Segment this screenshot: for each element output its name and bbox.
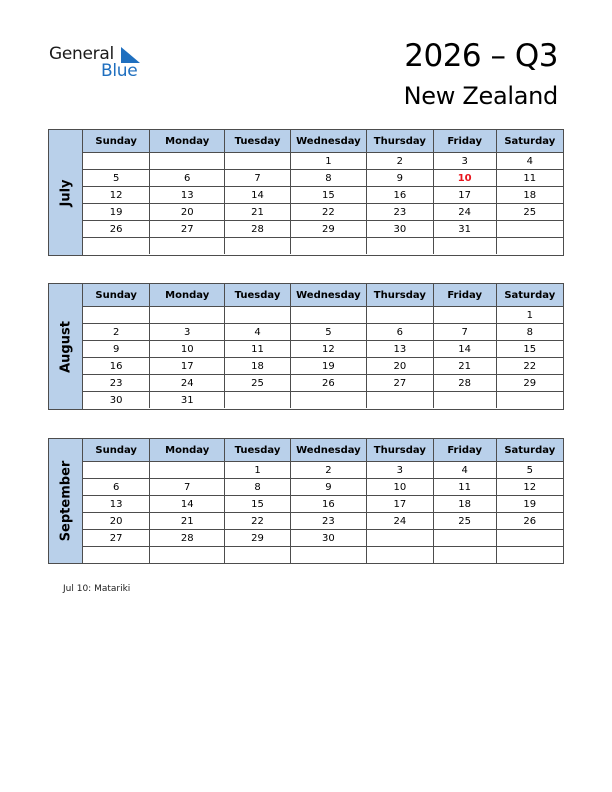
week-row — [83, 204, 563, 221]
empty-day-cell — [83, 307, 150, 324]
day-cell: 23 — [366, 204, 433, 221]
week-row — [83, 530, 563, 547]
week-row — [83, 513, 563, 530]
empty-day-cell — [496, 221, 563, 238]
month-calendar-september — [48, 438, 564, 564]
day-cell: 21 — [225, 204, 291, 221]
empty-day-cell — [150, 238, 225, 255]
empty-day-cell — [225, 547, 291, 564]
month-label-bar — [49, 439, 83, 563]
day-cell: 14 — [150, 496, 225, 513]
week-row — [83, 153, 563, 170]
day-cell: 1 — [290, 153, 366, 170]
calendar-grid — [83, 439, 563, 563]
page-subtitle: New Zealand — [403, 82, 558, 110]
week-row — [83, 479, 563, 496]
day-cell: 19 — [290, 358, 366, 375]
month-calendar-july — [48, 129, 564, 256]
day-cell: 12 — [496, 479, 563, 496]
weekday-header: Sunday — [83, 439, 150, 462]
empty-day-cell — [366, 307, 433, 324]
weekday-header: Tuesday — [225, 130, 291, 153]
week-row — [83, 496, 563, 513]
day-cell: 17 — [366, 496, 433, 513]
holiday-day-cell: 10 — [433, 170, 496, 187]
day-cell: 16 — [83, 358, 150, 375]
day-cell: 28 — [433, 375, 496, 392]
day-cell: 2 — [290, 462, 366, 479]
calendar-grid — [83, 284, 563, 408]
weekday-header: Friday — [433, 439, 496, 462]
empty-day-cell — [225, 392, 291, 409]
day-cell: 31 — [150, 392, 225, 409]
weekday-header: Friday — [433, 130, 496, 153]
day-cell: 7 — [225, 170, 291, 187]
day-cell: 24 — [150, 375, 225, 392]
empty-day-cell — [290, 392, 366, 409]
empty-day-cell — [225, 238, 291, 255]
weekday-header: Wednesday — [290, 130, 366, 153]
weekday-header: Sunday — [83, 284, 150, 307]
empty-day-cell — [83, 462, 150, 479]
empty-day-cell — [150, 547, 225, 564]
day-cell: 3 — [150, 324, 225, 341]
empty-day-cell — [290, 307, 366, 324]
logo-text-general: General — [49, 44, 114, 64]
weekday-header: Saturday — [496, 439, 563, 462]
empty-day-cell — [290, 238, 366, 255]
day-cell: 16 — [290, 496, 366, 513]
day-cell: 16 — [366, 187, 433, 204]
day-cell: 6 — [150, 170, 225, 187]
weekday-header: Wednesday — [290, 439, 366, 462]
day-cell: 20 — [150, 204, 225, 221]
month-name: July — [58, 178, 73, 207]
day-cell: 7 — [433, 324, 496, 341]
day-cell: 11 — [433, 479, 496, 496]
day-cell: 26 — [83, 221, 150, 238]
weekday-header: Sunday — [83, 130, 150, 153]
day-cell: 1 — [496, 307, 563, 324]
empty-day-cell — [433, 307, 496, 324]
weekday-header: Monday — [150, 439, 225, 462]
day-cell: 28 — [150, 530, 225, 547]
day-cell: 4 — [496, 153, 563, 170]
day-cell: 5 — [290, 324, 366, 341]
day-cell: 29 — [496, 375, 563, 392]
day-cell: 30 — [366, 221, 433, 238]
weekday-header: Monday — [150, 130, 225, 153]
empty-day-cell — [225, 307, 291, 324]
day-cell: 9 — [290, 479, 366, 496]
empty-day-cell — [150, 462, 225, 479]
day-cell: 15 — [496, 341, 563, 358]
day-cell: 12 — [83, 187, 150, 204]
week-row — [83, 307, 563, 324]
day-cell: 5 — [496, 462, 563, 479]
day-cell: 7 — [150, 479, 225, 496]
day-cell: 2 — [366, 153, 433, 170]
day-cell: 25 — [433, 513, 496, 530]
day-cell: 11 — [496, 170, 563, 187]
day-cell: 18 — [225, 358, 291, 375]
day-cell: 8 — [225, 479, 291, 496]
empty-day-cell — [433, 392, 496, 409]
generalblue-logo — [49, 44, 149, 84]
day-cell: 31 — [433, 221, 496, 238]
empty-day-cell — [83, 238, 150, 255]
week-row — [83, 462, 563, 479]
day-cell: 13 — [150, 187, 225, 204]
day-cell: 3 — [433, 153, 496, 170]
day-cell: 19 — [83, 204, 150, 221]
day-cell: 6 — [83, 479, 150, 496]
day-cell: 17 — [433, 187, 496, 204]
weekday-header: Thursday — [366, 130, 433, 153]
day-cell: 14 — [433, 341, 496, 358]
month-name: August — [58, 320, 73, 373]
day-cell: 30 — [109, 394, 123, 406]
logo-text-blue: Blue — [101, 61, 138, 81]
day-cell: 21 — [150, 513, 225, 530]
day-cell: 18 — [433, 496, 496, 513]
weekday-header-row — [83, 130, 563, 153]
empty-day-cell — [366, 547, 433, 564]
day-cell: 13 — [366, 341, 433, 358]
day-cell: 8 — [290, 170, 366, 187]
month-label-bar — [49, 284, 83, 409]
empty-day-cell — [83, 547, 150, 564]
empty-day-cell — [366, 392, 433, 409]
empty-day-cell — [290, 547, 366, 564]
day-cell: 8 — [496, 324, 563, 341]
holiday-note: Jul 10: Matariki — [63, 584, 131, 594]
week-row — [83, 238, 563, 255]
empty-day-cell — [150, 153, 225, 170]
day-cell: 30 — [290, 530, 366, 547]
empty-day-cell — [366, 238, 433, 255]
week-row — [83, 375, 563, 392]
day-cell: 15 — [225, 496, 291, 513]
empty-day-cell — [496, 547, 563, 564]
empty-day-cell — [433, 238, 496, 255]
empty-day-cell — [496, 392, 563, 409]
weekday-header: Saturday — [496, 284, 563, 307]
calendar-grid — [83, 130, 563, 254]
empty-day-cell — [150, 307, 225, 324]
empty-day-cell — [496, 238, 563, 255]
day-cell: 9 — [366, 170, 433, 187]
day-cell: 4 — [225, 324, 291, 341]
day-cell: 24 — [433, 204, 496, 221]
empty-day-cell — [225, 153, 291, 170]
day-cell: 20 — [83, 513, 150, 530]
weekday-header: Monday — [150, 284, 225, 307]
day-cell: 25 — [496, 204, 563, 221]
weekday-header: Saturday — [496, 130, 563, 153]
day-cell: 23 — [290, 513, 366, 530]
day-cell: 10 — [150, 341, 225, 358]
weekday-header: Thursday — [366, 284, 433, 307]
week-row — [83, 221, 563, 238]
weekday-header-row — [83, 284, 563, 307]
day-cell: 22 — [225, 513, 291, 530]
weekday-header: Thursday — [366, 439, 433, 462]
empty-day-cell — [433, 547, 496, 564]
day-cell: 22 — [496, 358, 563, 375]
day-cell: 18 — [496, 187, 563, 204]
month-name: September — [58, 460, 73, 542]
weekday-header: Friday — [433, 284, 496, 307]
week-row — [83, 392, 563, 409]
empty-day-cell — [496, 530, 563, 547]
week-row — [83, 324, 563, 341]
day-cell: 29 — [225, 530, 291, 547]
page-title: 2026 – Q3 — [404, 38, 558, 74]
weekday-header: Tuesday — [225, 439, 291, 462]
day-cell: 21 — [433, 358, 496, 375]
week-row — [83, 187, 563, 204]
day-cell: 26 — [290, 375, 366, 392]
day-cell: 14 — [225, 187, 291, 204]
day-cell: 29 — [290, 221, 366, 238]
day-cell: 28 — [225, 221, 291, 238]
week-row — [83, 547, 563, 564]
day-cell: 9 — [83, 341, 150, 358]
day-cell: 20 — [366, 358, 433, 375]
day-cell: 13 — [83, 496, 150, 513]
month-label-bar — [49, 130, 83, 255]
week-row — [83, 170, 563, 187]
day-cell: 25 — [225, 375, 291, 392]
weekday-header: Tuesday — [225, 284, 291, 307]
day-cell: 5 — [83, 170, 150, 187]
day-cell: 24 — [366, 513, 433, 530]
day-cell: 15 — [290, 187, 366, 204]
weekday-header-row — [83, 439, 563, 462]
day-cell: 3 — [366, 462, 433, 479]
weekday-header: Wednesday — [290, 284, 366, 307]
empty-day-cell — [83, 153, 150, 170]
day-cell: 2 — [83, 324, 150, 341]
day-cell: 22 — [290, 204, 366, 221]
day-cell: 26 — [496, 513, 563, 530]
day-cell: 19 — [496, 496, 563, 513]
day-cell: 27 — [150, 221, 225, 238]
day-cell: 23 — [83, 375, 150, 392]
day-cell: 17 — [150, 358, 225, 375]
day-cell: 11 — [225, 341, 291, 358]
day-cell: 4 — [433, 462, 496, 479]
day-cell: 10 — [366, 479, 433, 496]
day-cell: 27 — [83, 530, 150, 547]
month-calendar-august — [48, 283, 564, 410]
day-cell: 27 — [366, 375, 433, 392]
day-cell: 1 — [225, 462, 291, 479]
empty-day-cell — [433, 530, 496, 547]
day-cell: 6 — [366, 324, 433, 341]
week-row — [83, 358, 563, 375]
day-cell: 12 — [290, 341, 366, 358]
week-row — [83, 341, 563, 358]
empty-day-cell — [366, 530, 433, 547]
